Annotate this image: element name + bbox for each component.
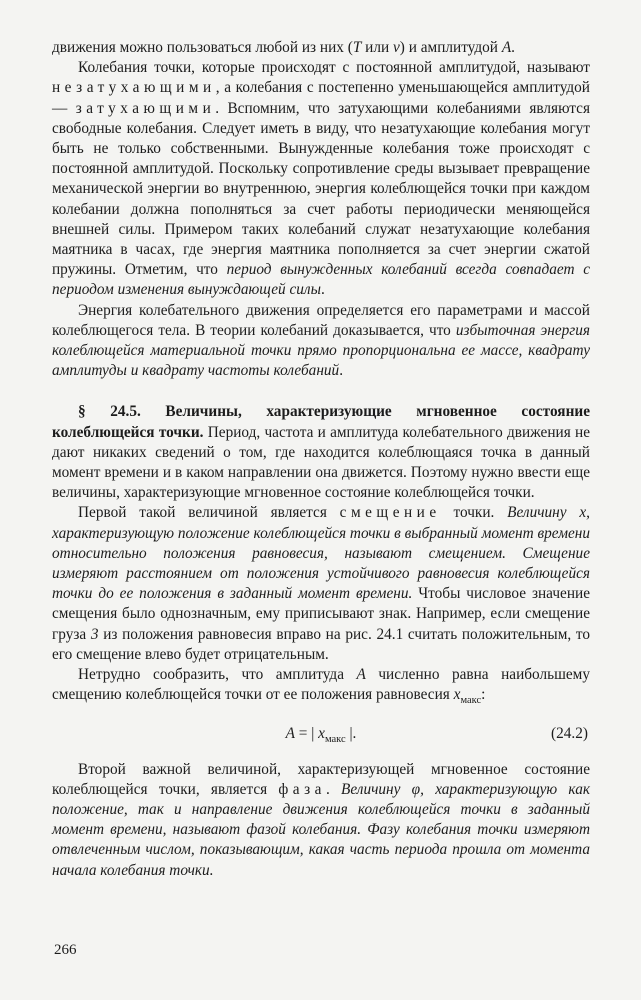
- section-heading: § 24.5. Величины, характеризующие мгновенное состояние колеблющейся точки.: [52, 403, 590, 441]
- paragraph-continuation: движения можно пользоваться любой из них (T или ν) и амплитудой A.: [52, 39, 515, 56]
- formula-number: (24.2): [551, 724, 588, 742]
- paragraph-undamped-oscillations: Колебания точки, которые происходят с постоянной амплитудой, называют незатухающими, а колебания с постепенно уменьшающейся амплитудой — затухающими. Вспомним, что затухающими колебаниями являются свободные колебания. Следует иметь в виду, что незатухающие колебания могут быть не только собственными. Вынужденные колебания тоже происходят с постоянной амплитудой. Поскольку сопротивление среды вызывает превращение механической энергии во внутреннюю, энергия колеблющейся точки при каждом колебании должна пополняться за счет работы периодически меняющейся внешней силы. Примером таких колебаний служат незатухающие колебания маятника в часах, где энергия маятника пополняется за счет энергии сжатой пружины. Отметим, что период вынужденных колебаний всегда совпадает с периодом изменения вынуждающей силы.: [52, 59, 590, 299]
- paragraph-displacement: Первой такой величиной является смещение точки. Величину x, характеризующую положение колеблющейся точки в выбранный момент времени относительно положения равновесия, называют смещением. Смещение измеряют расстоянием от положения устойчивого равновесия колеблющейся точки до ее положения в заданный момент времени. Чтобы числовое значение смещения было однозначным, ему приписывают знак. Например, если смещение груза 3 из положения равновесия вправо на рис. 24.1 считать положительным, то его смещение влево будет отрицательным.: [52, 504, 591, 663]
- page-number: 266: [54, 942, 77, 958]
- paragraph-phase: Второй важной величиной, характеризующей мгновенное состояние колеблющейся точки, является фаза. Величину φ, характеризующую как положение, так и направление движения колеблющейся точки в заданный момент времени, называют фазой колебания. Фазу колебания точки измеряют отвлеченным числом, показывающим, какая часть периода прошла от момента начала колебания точки.: [52, 760, 590, 879]
- formula-expression: A = | $x_{макс}$ |.: [285, 724, 357, 745]
- paragraph-amplitude: Нетрудно сообразить, что амплитуда A численно равна наибольшему смещению колеблющейся точки от ее положения равновесия $x_{макс}$:: [52, 666, 590, 707]
- formula-24-2: [52, 720, 590, 748]
- page-text: [52, 38, 590, 881]
- paragraph-oscillation-energy: Энергия колебательного движения определяется его параметрами и массой колеблющегося тела. В теории колебаний доказывается, что избыточная энергия колеблющейся материальной точки прямо пропорциональна ее массе, квадрату амплитуды и квадрату частоты колебаний.: [52, 301, 590, 380]
- section-24-5: § 24.5. Величины, характеризующие мгновенное состояние колеблющейся точки. Период, частота и амплитуда колебательного движения не дают никаких сведений о том, где находится колеблющаяся точка в данный момент времени и в каком направлении она движется. Поэтому нужно ввести еще величины, характеризующие мгновенное состояние колеблющейся точки.: [52, 403, 590, 502]
